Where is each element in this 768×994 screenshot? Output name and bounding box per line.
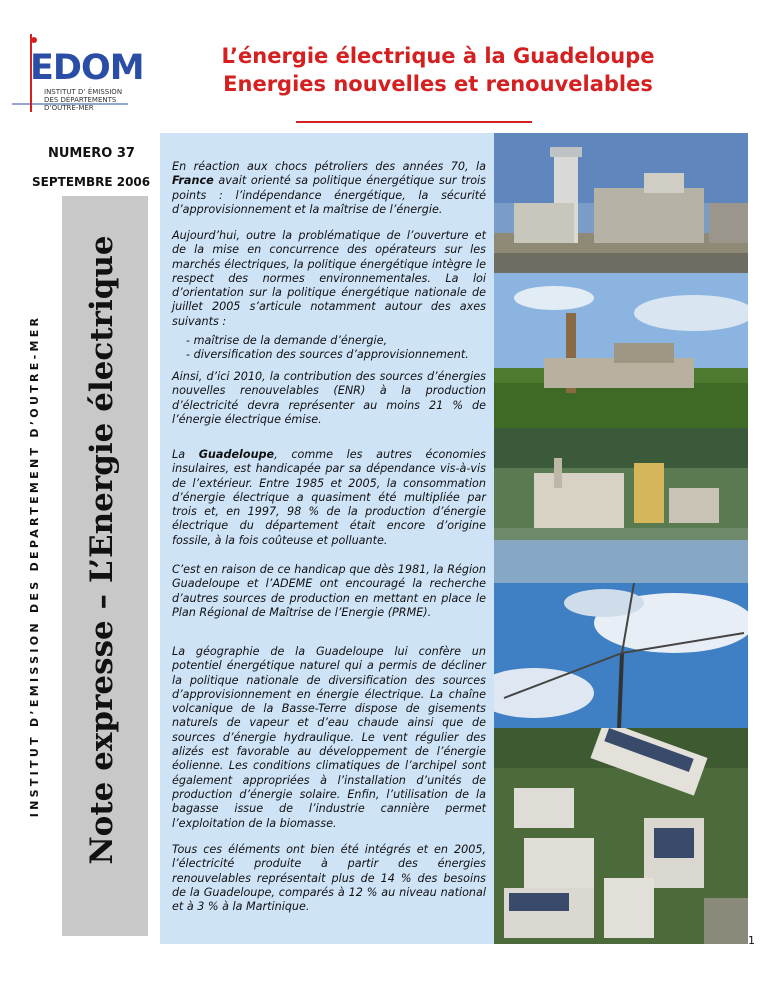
- logo-subtitle-line3: D’OUTRE-MER: [44, 104, 94, 112]
- paragraph-4: [172, 448, 486, 548]
- photo-solar-buildings: [494, 728, 748, 944]
- title-divider: [296, 121, 532, 123]
- title-line2: Energies nouvelles et renouvelables: [223, 72, 653, 96]
- photo-power-plant: [494, 133, 748, 273]
- paragraph-3: Ainsi, d’ici 2010, la contribution des sources d’énergies nouvelles renouvelables (ENR) à la production d’électricité devra représenter au moins 21 % de l’énergie électrique émise.: [172, 370, 486, 426]
- p4-text-c: , comme les autres économies insulaires, est handicapée par sa dépendance vis-à-vis de l’extérieur. Entre 1985 et 2005, la consommation d’énergie électrique a quasiment été multipliée par trois et, en 1997, 98 % de la production d’énergie électrique du département était encore d’origine fossile, à la fois coûteuse et polluante.: [172, 448, 486, 547]
- photo-industrial-coast: [494, 428, 748, 583]
- photo-wind-turbine: [494, 583, 748, 728]
- title-line1: L’énergie électrique à la Guadeloupe: [221, 44, 655, 68]
- vertical-organisation-name: INSTITUT D’EMISSION DES DEPARTEMENT D’OUTRE-MER: [28, 314, 41, 818]
- p1-text-a: En réaction aux chocs pétroliers des années 70, la: [172, 160, 486, 173]
- paragraph-1: [172, 160, 486, 217]
- photo-strip: [494, 133, 748, 944]
- logo-subtitle-line1: INSTITUT D’ ÉMISSION: [44, 88, 123, 96]
- p4-guadeloupe: Guadeloupe: [198, 448, 275, 461]
- issue-date: SEPTEMBRE 2006: [32, 175, 151, 189]
- vertical-note-title: Note expresse – L’Energie électrique: [84, 235, 120, 865]
- paragraph-7: Tous ces éléments ont bien été intégrés et en 2005, l’électricité produite à partir des énergies renouvelables représentait plus de 14 % des besoins de la Guadeloupe, comparés à 12 % au niveau national et à 3 % à la Martinique.: [172, 843, 486, 914]
- document-title: [168, 42, 708, 98]
- paragraph-5: C’est en raison de ce handicap que dès 1981, la Région Guadeloupe et l’ADEME ont encouragé la recherche d’autres sources de production en mettant en place le Plan Régional de Maîtrise de l’Energie (PRME).: [172, 563, 486, 619]
- paragraph-6: La géographie de la Guadeloupe lui confère un potentiel énergétique naturel qui a permis de décliner la politique nationale de diversification des sources d’approvisionnement en énergie électrique. La chaîne volcanique de la Basse-Terre dispose de gisements naturels de vapeur et d’eau chaude ainsi que de sources d’énergie hydraulique. Le vent régulier des alizés est favorable au développement de l’énergie éolienne. Les conditions climatiques de l’archipel sont également appropriées à l’installation d’unités de production d’énergie solaire. Enfin, l’utilisation de la bagasse issue de l’industrie cannière permet l’exploitation de la biomasse.: [172, 645, 486, 830]
- p1-france: France: [172, 174, 214, 188]
- page-number: 1: [748, 934, 755, 947]
- logo-subtitle: [44, 88, 122, 112]
- p1-text-c: avait orienté sa politique énergétique sur trois points : l’indépendance énergétique, la sécurité d’approvisionnement et la maîtrise de l’énergie.: [172, 174, 486, 216]
- p4-text-a: La: [172, 448, 199, 461]
- iedom-logo: [8, 26, 143, 116]
- logo-subtitle-line2: DES DÉPARTEMENTS: [44, 96, 117, 104]
- issue-number: NUMERO 37: [48, 146, 135, 161]
- bullet-item-1: - maîtrise de la demande d’énergie,: [186, 334, 388, 347]
- bullet-item-2: - diversification des sources d’approvisionnement.: [186, 348, 469, 362]
- photo-geothermal-plant: [494, 273, 748, 428]
- paragraph-2: Aujourd’hui, outre la problématique de l’ouverture et de la mise en concurrence des opérateurs sur les marchés électriques, la politique énergétique intègre le respect des normes environnementales. La loi d’orientation sur la politique énergétique nationale de juillet 2005 s’articule notamment autour des axes suivants :: [172, 229, 486, 328]
- logo-brand: EDOM: [30, 48, 144, 88]
- bullet-list: [172, 334, 486, 363]
